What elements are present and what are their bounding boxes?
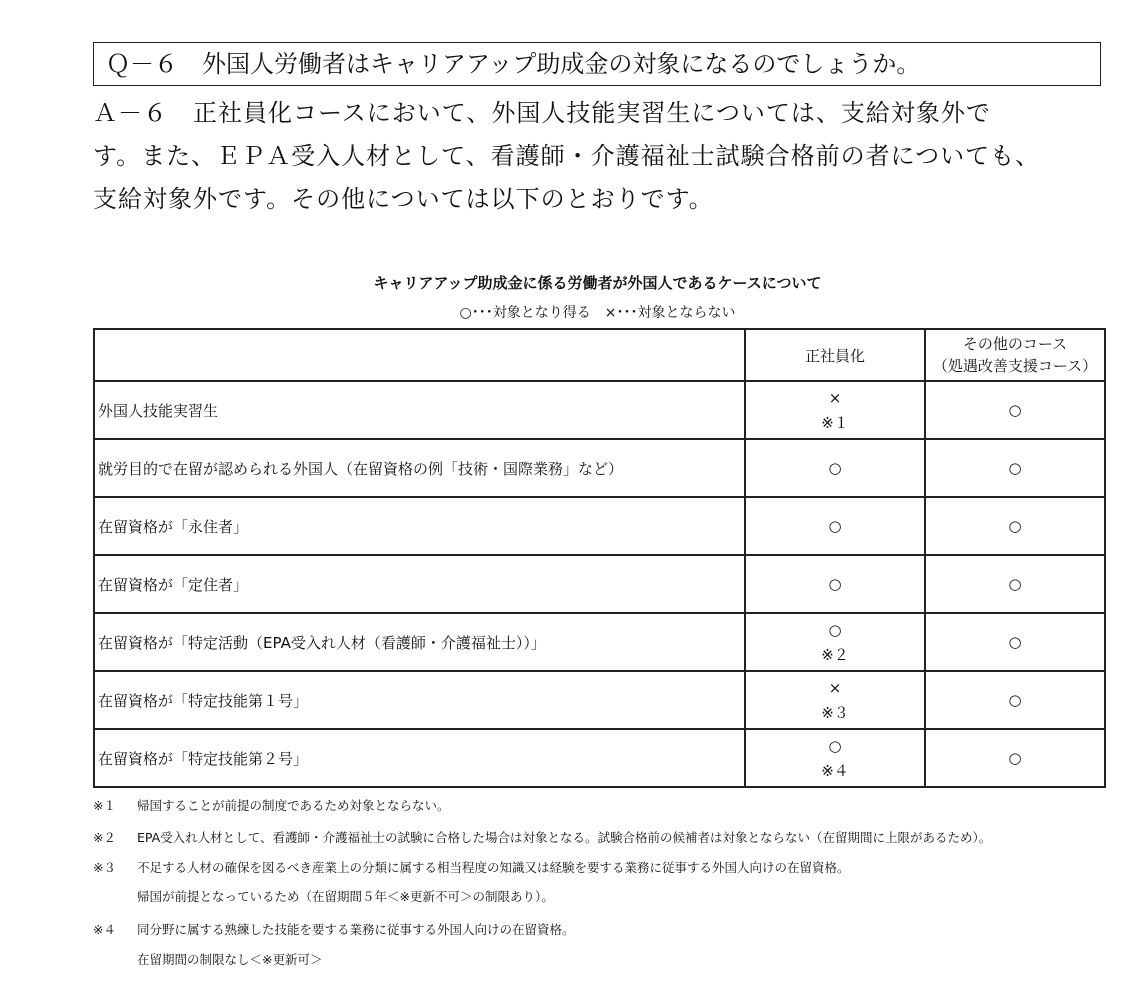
table-legend: ○･･･対象となり得る ×･･･対象とならない: [459, 305, 736, 321]
row-label: 在留資格が「定住者」: [94, 555, 745, 613]
answer-line: Ａ－６ 正社員化コースにおいて、外国人技能実習生については、支給対象外で: [93, 99, 991, 127]
table-row: [94, 671, 1105, 729]
footnote-text: 在留期間の制限なし＜※更新可＞: [137, 952, 323, 967]
seishain-mark: ×: [828, 389, 842, 407]
seishain-cell: [745, 381, 925, 439]
seishain-cell: [745, 729, 925, 787]
footnote-key: ※２: [93, 830, 116, 845]
question-box: [93, 42, 1101, 86]
footnote: [93, 858, 850, 876]
header-empty-cell: [94, 329, 745, 381]
table-row: [94, 439, 1105, 497]
footnote-continuation: [93, 887, 554, 905]
seishain-note: ※２: [821, 646, 849, 664]
row-label: 外国人技能実習生: [94, 381, 745, 439]
footnote-text: 帰国が前提となっているため（在留期間５年＜※更新不可＞の制限あり）。: [137, 889, 554, 904]
header-other-line2: （処遇改善支援コース）: [932, 357, 1098, 375]
row-label: 在留資格が「特定技能第２号」: [94, 729, 745, 787]
answer-line: 支給対象外です。その他については以下のとおりです。: [93, 185, 714, 213]
seishain-note: ※３: [821, 704, 849, 722]
footnote: [93, 920, 575, 938]
answer-line: す。また、ＥＰＡ受入人材として、看護師・介護福祉士試験合格前の者についても、: [93, 142, 1041, 170]
seishain-mark: ○: [828, 621, 842, 639]
row-label: 在留資格が「永住者」: [94, 497, 745, 555]
other-course-mark: ○: [925, 555, 1105, 613]
table-row: [94, 555, 1105, 613]
seishain-cell: [745, 613, 925, 671]
footnote-text: EPA受入れ人材として、看護師・介護福祉士の試験に合格した場合は対象となる。試験合格前の候補者は対象とならない（在留期間に上限があるため）。: [137, 830, 992, 845]
seishain-mark: ○: [745, 555, 925, 613]
row-label: 在留資格が「特定技能第１号」: [94, 671, 745, 729]
footnote-key: ※３: [93, 860, 116, 875]
footnote-text: 帰国することが前提の制度であるため対象とならない。: [137, 798, 450, 813]
answer-paragraph: [93, 92, 1105, 221]
table-row: [94, 381, 1105, 439]
other-course-mark: ○: [925, 439, 1105, 497]
table-row: [94, 497, 1105, 555]
row-label: 在留資格が「特定活動（EPA受入れ人材（看護師・介護福祉士））」: [94, 613, 745, 671]
row-label: 就労目的で在留が認められる外国人（在留資格の例「技術・国際業務」など）: [94, 439, 745, 497]
footnote-key: ※４: [93, 922, 116, 937]
seishain-mark: ○: [828, 737, 842, 755]
header-seishain: 正社員化: [745, 329, 925, 381]
table-row: [94, 613, 1105, 671]
footnote-text: 同分野に属する熟練した技能を要する業務に従事する外国人向けの在留資格。: [137, 922, 575, 937]
table-header-row: [94, 329, 1105, 381]
question-text: Ｑ－６ 外国人労働者はキャリアアップ助成金の対象になるのでしょうか。: [106, 50, 921, 78]
seishain-mark: ×: [828, 679, 842, 697]
table-row: [94, 729, 1105, 787]
eligibility-table: [93, 328, 1106, 788]
footnote: [93, 828, 991, 846]
seishain-cell: [745, 671, 925, 729]
other-course-mark: ○: [925, 671, 1105, 729]
header-other-line1: その他のコース: [962, 335, 1068, 353]
seishain-mark: ○: [745, 439, 925, 497]
seishain-note: ※４: [821, 762, 849, 780]
seishain-mark: ○: [745, 497, 925, 555]
header-other-course: [925, 329, 1105, 381]
other-course-mark: ○: [925, 613, 1105, 671]
other-course-mark: ○: [925, 381, 1105, 439]
footnote-text: 不足する人材の確保を図るべき産業上の分類に属する相当程度の知識又は経験を要する業務に従事する外国人向けの在留資格。: [137, 860, 850, 875]
other-course-mark: ○: [925, 497, 1105, 555]
other-course-mark: ○: [925, 729, 1105, 787]
footnote-key: ※１: [93, 798, 116, 813]
seishain-note: ※１: [821, 414, 849, 432]
footnote-continuation: [93, 950, 322, 968]
table-title: キャリアアップ助成金に係る労働者が外国人であるケースについて: [373, 274, 822, 292]
footnote: [93, 796, 450, 814]
